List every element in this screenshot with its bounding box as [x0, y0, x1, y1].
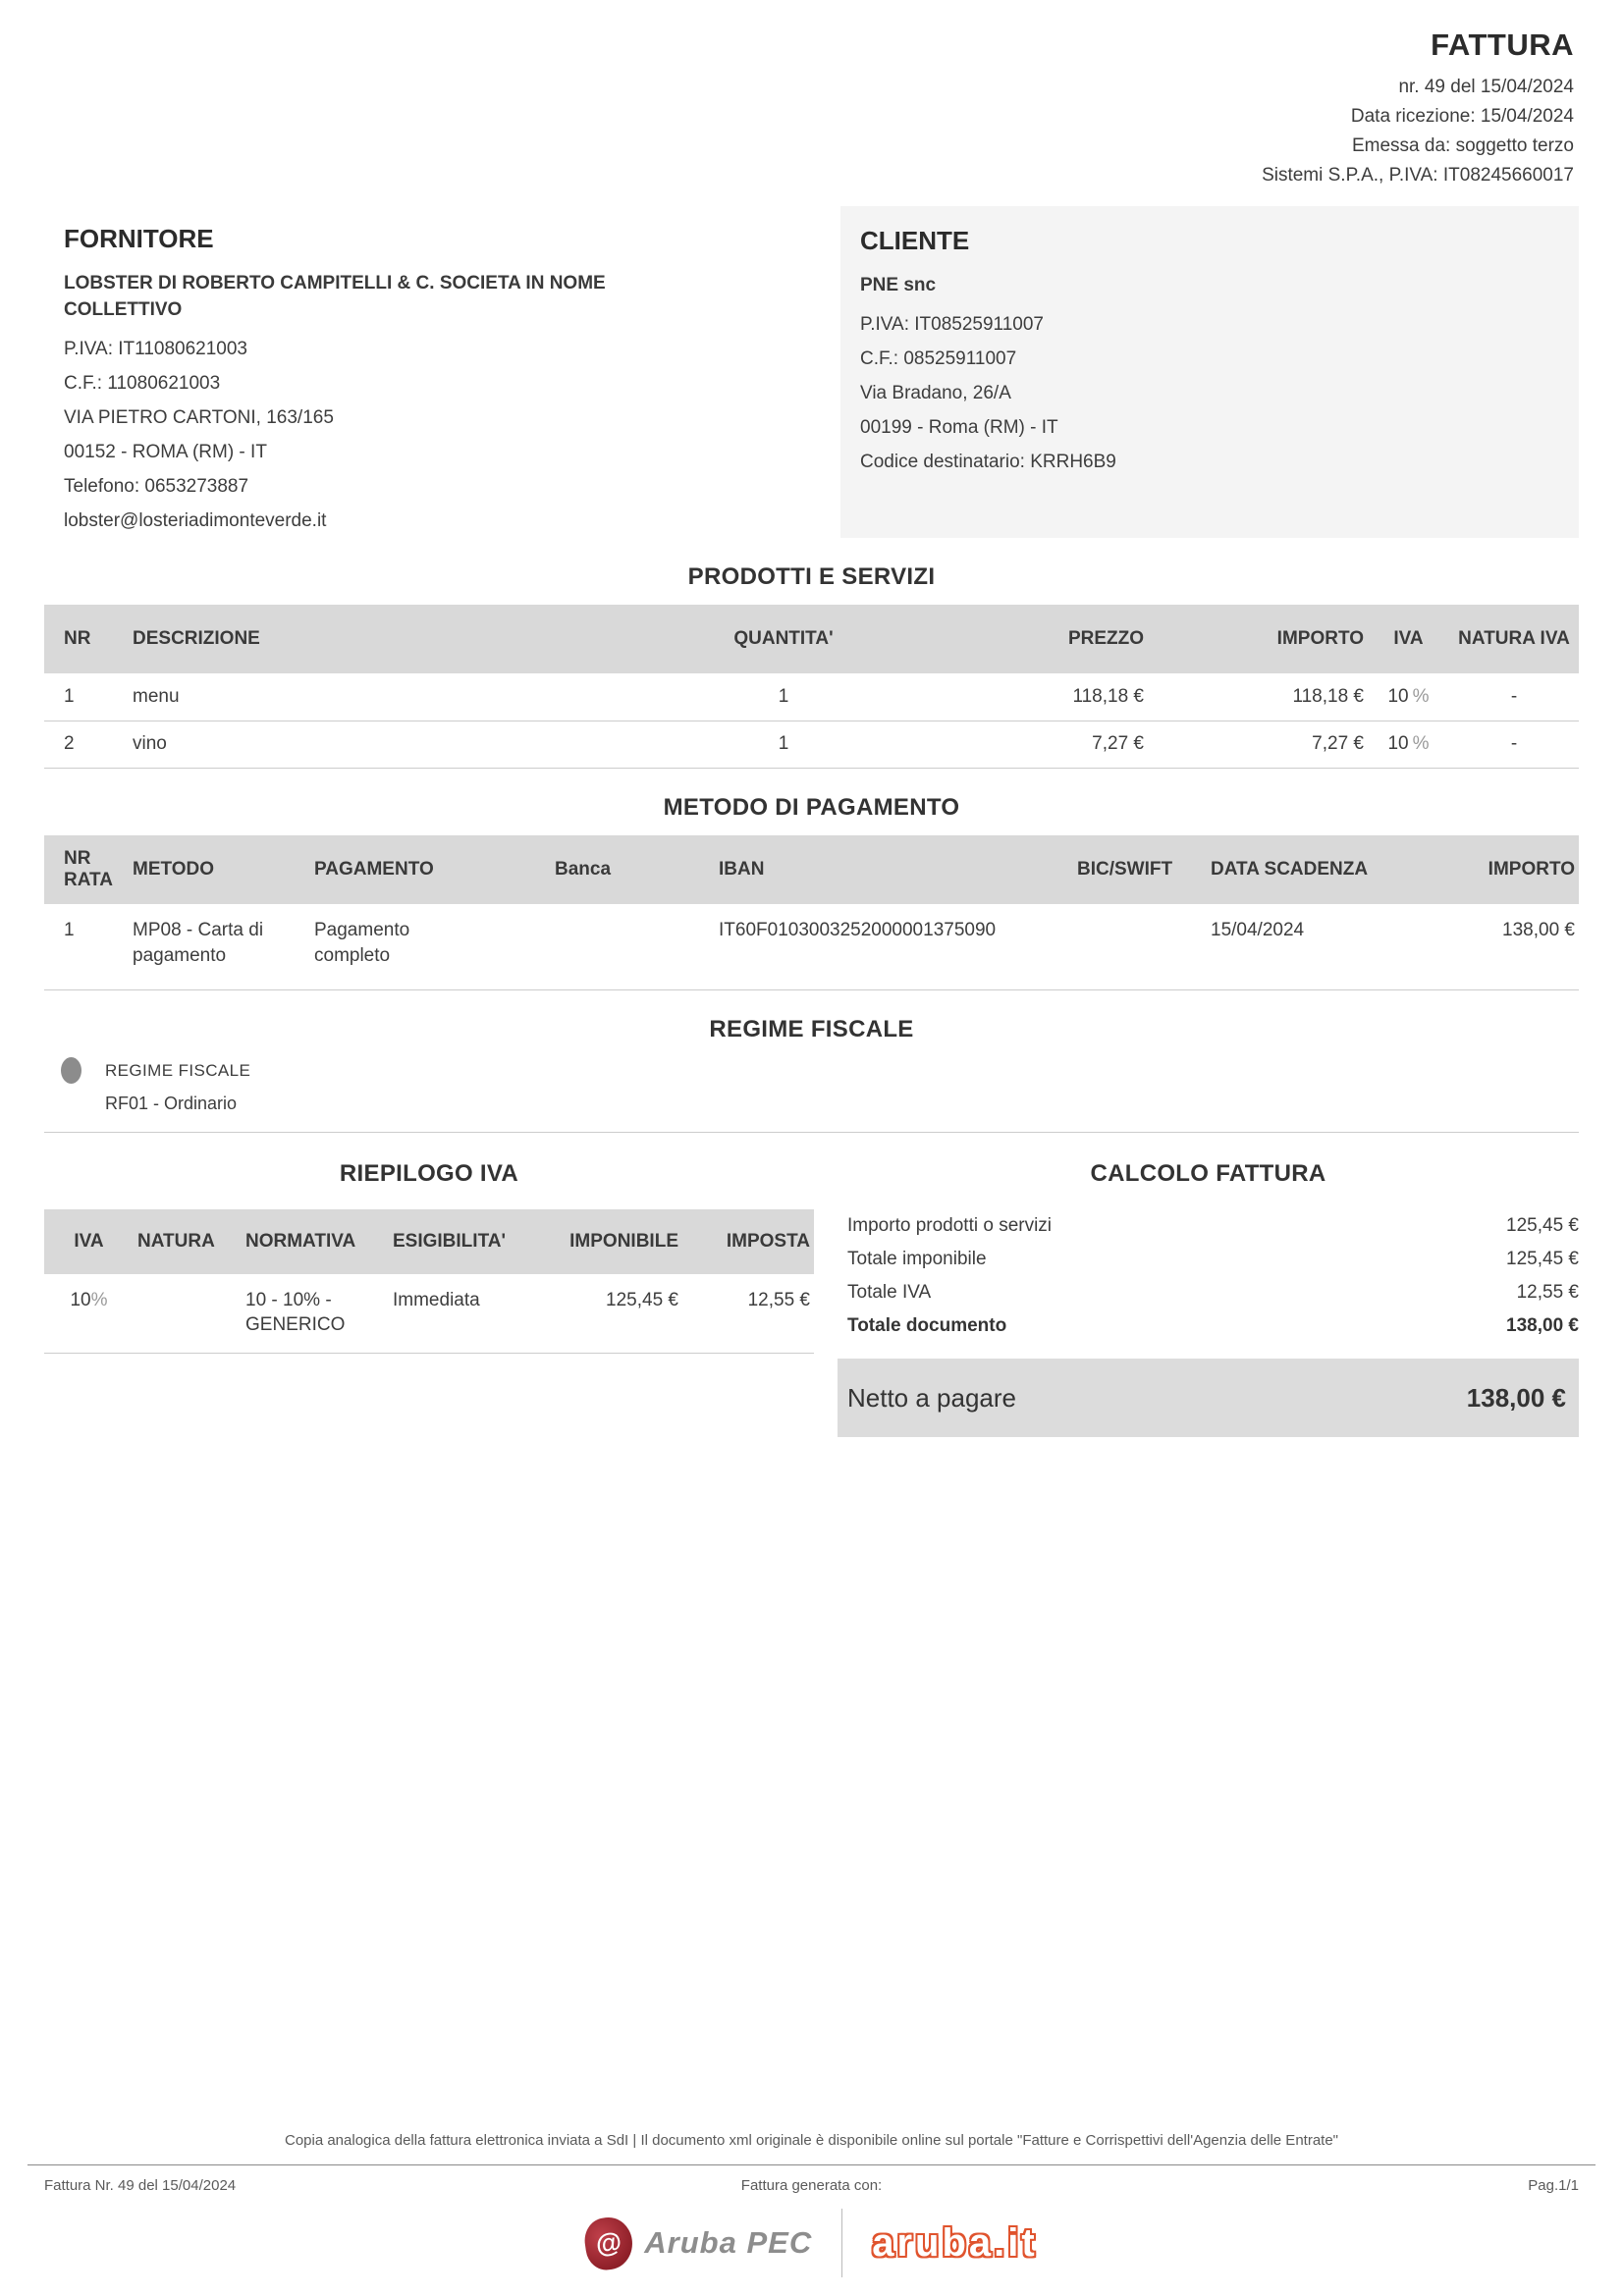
calcolo-rows: [838, 1209, 1579, 1343]
products-header-row: [44, 605, 1579, 673]
customer-fiscal-code: C.F.: 08525911007: [860, 348, 1017, 369]
calc-label: Totale imponibile: [847, 1249, 987, 1269]
col-header-bic: BIC/SWIFT: [1077, 835, 1211, 904]
net-payable-value: 138,00 €: [1466, 1382, 1566, 1413]
product-row: [44, 721, 1579, 768]
product-row: [44, 673, 1579, 721]
footer-page-number: Pag.1/1: [1528, 2177, 1579, 2194]
product-quantity: 1: [677, 673, 893, 721]
riepilogo-header-row: [44, 1209, 814, 1274]
disclaimer-text: Copia analogica della fattura elettronica inviata a SdI | Il documento xml originale è disponibile online sul portale "Fatture e Corrispettivi dell'Agenzia delle Entrate": [284, 2132, 1338, 2149]
regime-bullet-icon: [61, 1057, 81, 1084]
riepilogo-esigibilita: Immediata: [393, 1274, 545, 1354]
col-header-nr: NR: [44, 605, 133, 673]
payment-header-row: [44, 835, 1579, 904]
product-nr: 2: [44, 721, 133, 768]
summary-section: [44, 1133, 1579, 1437]
calc-value: 125,45 €: [1506, 1249, 1579, 1269]
col-header-scadenza: DATA SCADENZA: [1211, 835, 1404, 904]
payment-type: Pagamento completo: [314, 904, 555, 990]
footer-invoice-ref: Fattura Nr. 49 del 15/04/2024: [44, 2177, 237, 2194]
calc-label: Importo prodotti o servizi: [847, 1215, 1053, 1236]
product-quantity: 1: [677, 721, 893, 768]
col-header-normativa: NORMATIVA: [245, 1209, 393, 1274]
customer-address: Via Bradano, 26/A: [860, 383, 1011, 403]
supplier-block: [44, 206, 771, 538]
calc-value: 138,00 €: [1506, 1315, 1579, 1336]
col-header-iva: IVA: [44, 1209, 137, 1274]
supplier-address: VIA PIETRO CARTONI, 163/165: [64, 407, 334, 428]
net-payable-label: Netto a pagare: [847, 1382, 1017, 1413]
issuer-vat-line: Sistemi S.P.A., P.IVA: IT08245660017: [1262, 165, 1574, 186]
document-title: FATTURA: [1431, 27, 1574, 62]
supplier-fiscal-code: C.F.: 11080621003: [64, 373, 221, 394]
calc-value: 125,45 €: [1506, 1215, 1579, 1236]
product-vat: 10 %: [1368, 721, 1453, 768]
regime-row: [44, 1057, 1579, 1084]
vat-summary-block: [44, 1133, 814, 1354]
regime-label: REGIME FISCALE: [105, 1060, 251, 1080]
col-header-iva: IVA: [1368, 605, 1453, 673]
payment-table: [44, 835, 1579, 991]
col-header-quantita: QUANTITA': [677, 605, 893, 673]
regime-section-title: REGIME FISCALE: [709, 1016, 914, 1042]
logo-divider: [841, 2209, 842, 2277]
riepilogo-imponibile: 125,45 €: [545, 1274, 682, 1354]
calc-row-totale-documento: [838, 1309, 1579, 1343]
product-vat: 10 %: [1368, 673, 1453, 721]
product-price: 7,27 €: [893, 721, 1148, 768]
supplier-name: LOBSTER DI ROBERTO CAMPITELLI & C. SOCIETA IN NOME COLLETTIVO: [64, 273, 606, 320]
products-section-title: PRODOTTI E SERVIZI: [687, 563, 936, 590]
supplier-vat: P.IVA: IT11080621003: [64, 339, 247, 359]
col-header-descrizione: DESCRIZIONE: [133, 605, 677, 673]
footer-bar: [44, 2177, 1579, 2194]
products-table: [44, 605, 1579, 769]
percent-sign: %: [90, 1290, 108, 1310]
percent-sign: %: [1412, 685, 1430, 707]
col-header-metodo: METODO: [133, 835, 314, 904]
customer-title: CLIENTE: [860, 226, 970, 255]
document-header: [0, 0, 1623, 190]
col-header-nr-rata: NR RATA: [44, 835, 133, 904]
riepilogo-nature: [137, 1274, 245, 1354]
col-header-importo: IMPORTO: [1148, 605, 1368, 673]
invoice-calculation-block: [838, 1133, 1579, 1437]
payment-nr-rata: 1: [44, 904, 133, 990]
calcolo-section-title: CALCOLO FATTURA: [1090, 1160, 1326, 1187]
payment-bic: [1077, 904, 1211, 990]
payment-amount: 138,00 €: [1404, 904, 1579, 990]
payment-row: [44, 904, 1579, 990]
regime-value: RF01 - Ordinario: [105, 1094, 238, 1113]
col-header-pagamento: PAGAMENTO: [314, 835, 555, 904]
col-header-iban: IBAN: [719, 835, 1077, 904]
aruba-pec-logo-text: Aruba PEC: [644, 2225, 813, 2260]
payment-due-date: 15/04/2024: [1211, 904, 1404, 990]
col-header-esigibilita: ESIGIBILITA': [393, 1209, 545, 1274]
aruba-pec-logo: [585, 2217, 812, 2269]
page-footer: [0, 2132, 1623, 2280]
riepilogo-imposta: 12,55 €: [682, 1274, 814, 1354]
product-description: vino: [133, 721, 677, 768]
product-price: 118,18 €: [893, 673, 1148, 721]
payment-iban: IT60F0103003252000001375090: [719, 904, 1077, 990]
customer-recipient-code: Codice destinatario: KRRH6B9: [860, 452, 1116, 472]
calc-value: 12,55 €: [1516, 1282, 1579, 1303]
invoice-number-line: nr. 49 del 15/04/2024: [1398, 77, 1574, 97]
percent-sign: %: [1412, 733, 1430, 754]
supplier-city: 00152 - ROMA (RM) - IT: [64, 442, 267, 462]
customer-block: [840, 206, 1579, 538]
calc-row-totale-iva: [838, 1276, 1579, 1309]
net-payable-band: [838, 1359, 1579, 1437]
riepilogo-normativa: 10 - 10% - GENERICO: [245, 1274, 393, 1354]
calc-label: Totale documento: [847, 1315, 1007, 1336]
col-header-importo: IMPORTO: [1404, 835, 1579, 904]
supplier-phone: Telefono: 0653273887: [64, 476, 249, 497]
col-header-imposta: IMPOSTA: [682, 1209, 814, 1274]
issued-by-line: Emessa da: soggetto terzo: [1351, 135, 1574, 156]
riepilogo-vat-rate: 10%: [44, 1274, 137, 1354]
supplier-email: lobster@losteriadimonteverde.it: [64, 510, 327, 531]
footer-generated-with: Fattura generata con:: [740, 2177, 883, 2194]
payment-bank: [555, 904, 719, 990]
product-description: menu: [133, 673, 677, 721]
calc-row-importo-prodotti: [838, 1209, 1579, 1243]
supplier-title: FORNITORE: [64, 224, 214, 253]
product-vat-nature: -: [1453, 721, 1579, 768]
footer-logos: [0, 2206, 1623, 2280]
arubait-logo: aruba.it: [872, 2220, 1038, 2265]
customer-city: 00199 - Roma (RM) - IT: [860, 417, 1058, 438]
riepilogo-table: [44, 1209, 814, 1354]
footer-divider: [27, 2164, 1596, 2165]
col-header-banca: Banca: [555, 835, 719, 904]
calc-label: Totale IVA: [847, 1282, 932, 1303]
customer-name: PNE snc: [860, 275, 937, 295]
payment-method: MP08 - Carta di pagamento: [133, 904, 314, 990]
parties-section: [44, 206, 1579, 538]
col-header-imponibile: IMPONIBILE: [545, 1209, 682, 1274]
product-amount: 7,27 €: [1148, 721, 1368, 768]
col-header-natura-iva: NATURA IVA: [1453, 605, 1579, 673]
product-nr: 1: [44, 673, 133, 721]
col-header-prezzo: PREZZO: [893, 605, 1148, 673]
product-amount: 118,18 €: [1148, 673, 1368, 721]
document-meta: [44, 73, 1574, 190]
reception-date-line: Data ricezione: 15/04/2024: [1350, 106, 1574, 127]
payment-section-title: METODO DI PAGAMENTO: [663, 793, 960, 821]
product-vat-nature: -: [1453, 673, 1579, 721]
customer-vat: P.IVA: IT08525911007: [860, 314, 1044, 335]
col-header-natura: NATURA: [137, 1209, 245, 1274]
aruba-pec-seal-icon: @: [582, 2214, 636, 2271]
riepilogo-section-title: RIEPILOGO IVA: [339, 1160, 519, 1187]
calc-row-totale-imponibile: [838, 1243, 1579, 1276]
riepilogo-row: [44, 1274, 814, 1354]
